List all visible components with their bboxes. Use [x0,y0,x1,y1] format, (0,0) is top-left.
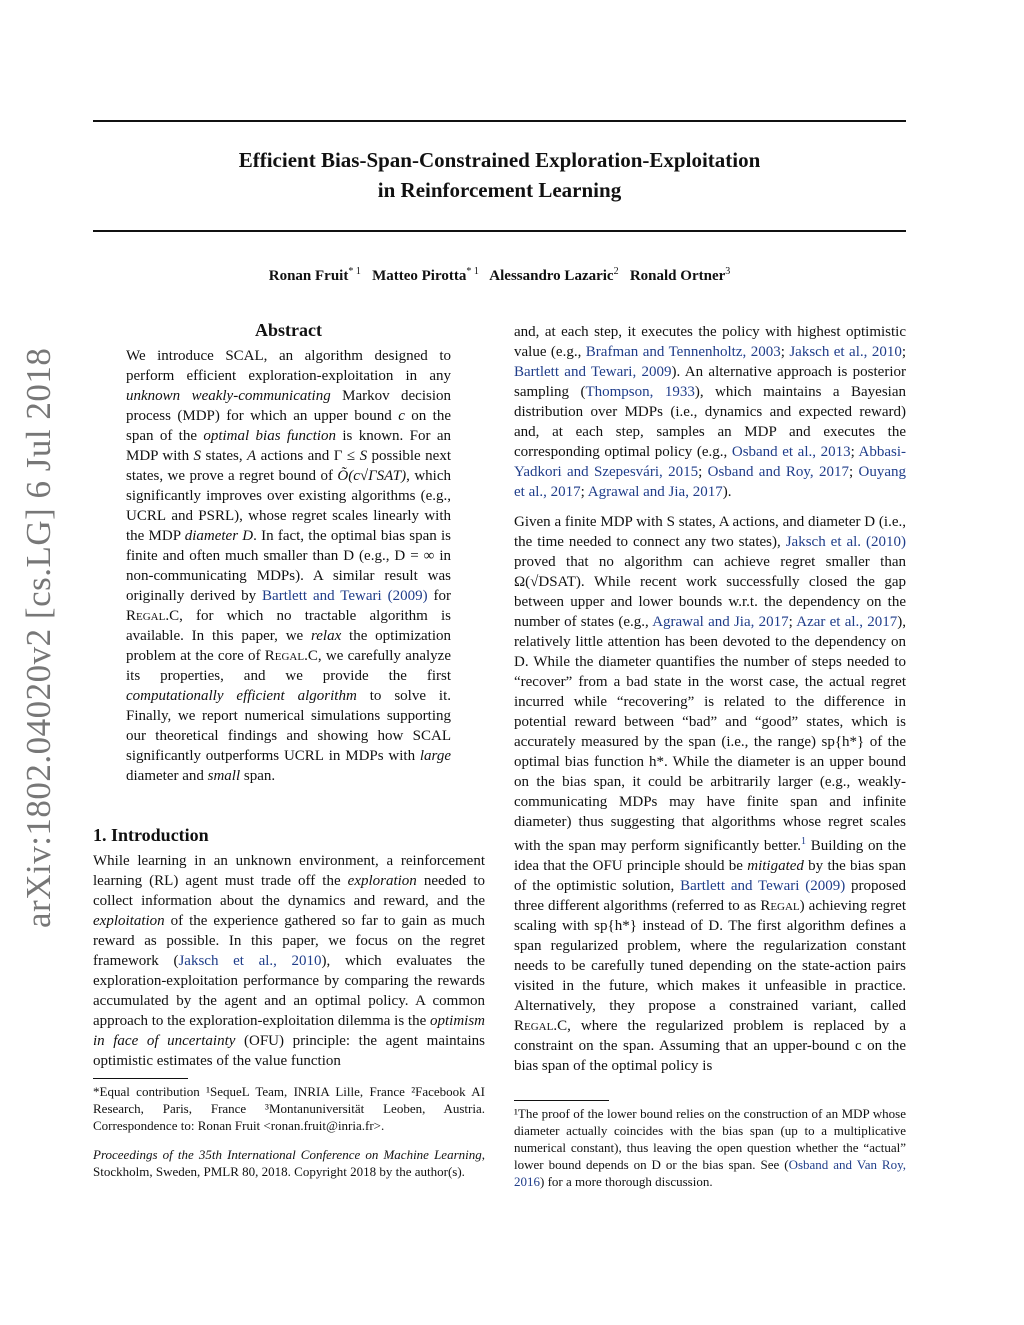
citation-link[interactable]: Osband et al., 2013 [731,444,851,460]
arxiv-identifier: arXiv:1802.04020v2 [cs.LG] 6 Jul 2018 [19,347,58,928]
abstract [126,320,451,786]
citation-link[interactable]: Bartlett and Tewari (2009) [262,588,428,604]
author-affiliation: 3 [725,266,731,277]
citation-link[interactable]: Thompson, 1933 [585,384,695,400]
citation-link[interactable]: Osband and Van Roy, 2016 [514,1157,907,1189]
introduction [93,815,485,1071]
intro-paragraph: While learning in an unknown environment, a reinforcement learning (RL) agent must trade off the exploration needed to collect information about the dynamics and reward, and the exploitation of the experience gathered so far to gain as much reward as possible. In this paper, we focus on the regret framework (Jaksch et al., 2010), which evaluates the exploration-exploitation performance by comparing the rewards accumulated by the agent and an optimal policy. A common approach to the exploration-exploitation dilemma is the optimism in face of uncertainty (OFU) principle: the agent maintains optimistic estimates of the value function [93,853,486,1069]
author-name: Matteo Pirotta [372,268,467,284]
author-affiliation: 2 [613,266,619,277]
citation-link[interactable]: Jaksch et al., 2010 [178,953,322,969]
footnote-rule [93,1078,188,1079]
section-heading-introduction: 1. Introduction [93,825,209,845]
paper-title-line1: Efficient Bias-Span-Constrained Exploration-Exploitation [238,148,761,172]
affiliation-footnote: *Equal contribution ¹SequeL Team, INRIA Lille, France ²Facebook AI Research, Paris, France ³Montanuniversität Leoben, Austria. Correspondence to: Ronan Fruit <ronan.fruit@inria.fr>. Proceedings of the 35th International Conference on Machine Learning, Stockholm, Sweden, PMLR 80, 2018. Copyright 2018 by the author(s). [93,1084,485,1179]
citation-link[interactable]: Jaksch et al., 2010 [789,344,902,360]
top-rule [93,120,906,122]
citation-link[interactable]: Bartlett and Tewari (2009) [680,878,846,894]
citation-link[interactable]: Jaksch et al. (2010) [785,534,906,550]
citation-link[interactable]: Agrawal and Jia, 2017 [587,484,723,500]
paper-title-line2: in Reinforcement Learning [377,178,622,202]
lower-bound-footnote: ¹The proof of the lower bound relies on the construction of an MDP whose diameter actually coincides with the bias span (up to a multiplicative numerical constant), thus leaving the open question whether the “actual” lower bound depends on D or the bias span. See (Osband and Van Roy, 2016) for a more thorough discussion. [514,1106,907,1189]
footnote-rule [514,1100,609,1101]
author-name: Alessandro Lazaric [489,268,614,284]
citation-link[interactable]: Ouyang et al., 2017 [514,464,906,500]
author-name: Ronald Ortner [629,268,726,284]
citation-link[interactable]: Agrawal and Jia, 2017 [652,614,789,630]
citation-link[interactable]: Osband and Roy, 2017 [707,464,849,480]
footnote-marker[interactable]: 1 [801,836,806,847]
citation-link[interactable]: Azar et al., 2017 [796,614,898,630]
author-list [93,266,906,285]
citation-link[interactable]: Brafman and Tennenholtz, 2003 [585,344,781,360]
citation-link[interactable]: Bartlett and Tewari, 2009 [514,364,672,380]
right-paragraph-1: and, at each step, it executes the policy with highest optimistic value (e.g., Brafman and Tennenholtz, 2003; Jaksch et al., 2010; Bartlett and Tewari, 2009). An alternative approach is posterior sampling (Thompson, 1933), which maintains a Bayesian distribution over MDPs (i.e., dynamics and expected reward) and, at each step, samples an MDP and executes the corresponding optimal policy (e.g., Osband et al., 2013; Abbasi-Yadkori and Szepesvári, 2015; Osband and Roy, 2017; Ouyang et al., 2017; Agrawal and Jia, 2017). [514,324,906,500]
author-name: Ronan Fruit [268,268,349,284]
right-paragraph-2: Given a finite MDP with S states, A actions, and diameter D (i.e., the time needed to connect any two states), Jaksch et al. (2010) proved that no algorithm can achieve regret smaller than Ω(√DSAT). While recent work successfully closed the gap between upper and lower bounds w.r.t. the dependency on the number of states (e.g., Agrawal and Jia, 2017; Azar et al., 2017), relatively little attention has been devoted to the dependency on D. While the diameter quantifies the number of steps needed to “recover” from a bad state in the worst case, the actual regret incurred while “recovering” is related to the difference in potential reward between “bad” and “good” states, which is accurately measured by the span (i.e., the range) sp{h*} of the optimal bias function h*. While the diameter is an upper bound on the bias span, it could be arbitrarily larger (e.g., weakly-communicating MDPs may have finite span and infinite diameter) thus suggesting that algorithms whose regret scales with the span may perform significantly better.$^1$ Building on the idea that the OFU principle should be mitigated by the bias span of the optimistic solution, Bartlett and Tewari (2009) proposed three different algorithms (referred to as Regal) achieving regret scaling with sp{h*} instead of D. The first algorithm defines a span regularized problem, where the regularization constant needs to be carefully tuned depending on the state-action pairs visited in the future, which makes it unfeasible in practice. Alternatively, they propose a constrained variant, called Regal.C, where the regularized problem is replaced by a constraint on the span. Assuming that an upper-bound c on the bias span of the optimal policy is [514,514,907,1074]
author-affiliation: * 1 [348,266,361,277]
abstract-heading: Abstract [255,320,322,340]
abstract-text: We introduce SCAL, an algorithm designed to perform efficient exploration-exploitation in any unknown weakly-communicating Markov decision process (MDP) for which an upper bound c on the span of the optimal bias function is known. For an MDP with S states, A actions and Γ ≤ S possible next states, we prove a regret bound of Õ(c√ΓSAT), which significantly improves over existing algorithms (e.g., UCRL and PSRL), whose regret scales linearly with the MDP diameter D. In fact, the optimal bias span is finite and often much smaller than D (e.g., D = ∞ in non-communicating MDPs). A similar result was originally derived by Bartlett and Tewari (2009) for Regal.C, for which no tractable algorithm is available. In this paper, we relax the optimization problem at the core of Regal.C, we carefully analyze its properties, and we provide the first computationally efficient algorithm to solve it. Finally, we report numerical simulations supporting our theoretical findings and showing how SCAL significantly outperforms UCRL in MDPs with large diameter and small span. [126,348,452,784]
right-column [514,322,906,1076]
author-affiliation: * 1 [466,266,479,277]
proceedings-note: Proceedings of the 35th International Conference on Machine Learning, Stockholm, Sweden, PMLR 80, 2018. Copyright 2018 by the author(s). [93,1147,485,1179]
bottom-rule [93,230,906,232]
citation-link[interactable]: Abbasi-Yadkori and Szepesvári, 2015 [514,444,906,480]
